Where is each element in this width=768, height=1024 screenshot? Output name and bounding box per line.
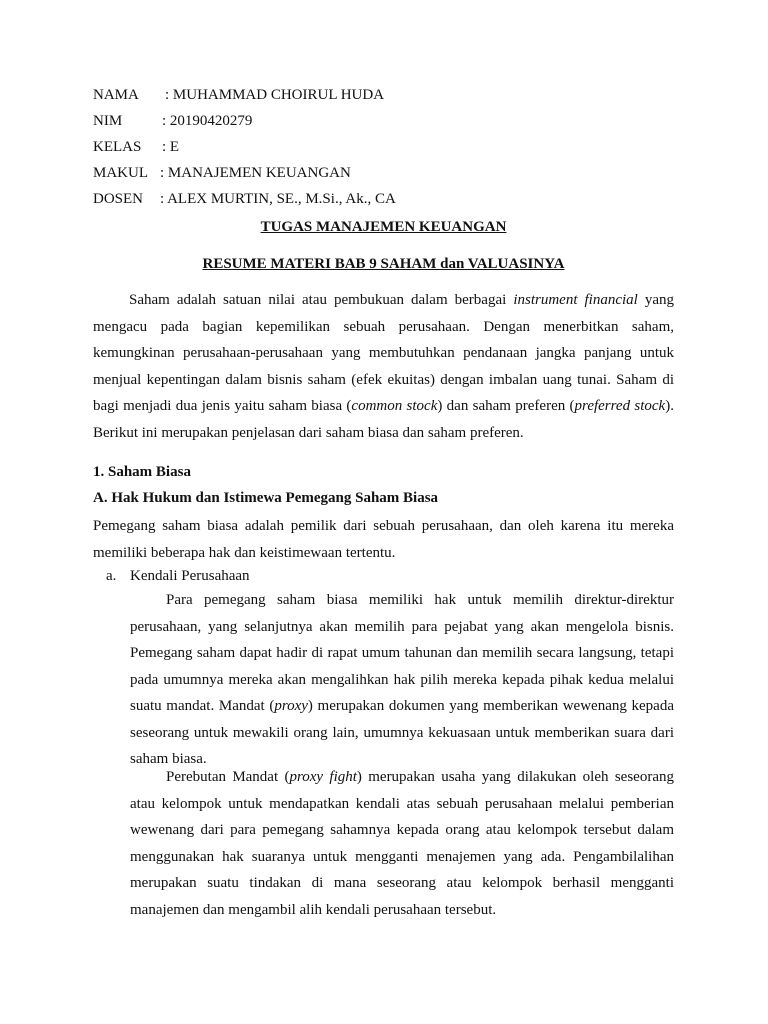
list-item-title: Kendali Perusahaan: [130, 568, 250, 584]
nim-label: NIM: [93, 113, 123, 129]
nama-label: NAMA: [93, 87, 139, 103]
nama-value: : MUHAMMAD CHOIRUL HUDA: [165, 87, 385, 103]
intro-paragraph: Saham adalah satuan nilai atau pembukuan dalam berbagai instrument financial yang mengacu pada bagian kepemilikan sebuah perusahaan. Dengan menerbitkan saham, kemungkinan perusahaan-perusahaan yang membutuhkan pendanaan jangka panjang untuk menjual kepentingan dalam bisnis saham (efek ekuitas) dengan imbalan uang tunai. Saham di bagi menjadi dua jenis yaitu saham biasa (common stock) dan saham preferen (preferred stock). Berikut ini merupakan penjelasan dari saham biasa dan saham preferen.: [93, 292, 674, 441]
section-heading: 1. Saham Biasa: [93, 464, 191, 480]
dosen-label: DOSEN: [93, 191, 144, 207]
nim-value: : 20190420279: [162, 113, 253, 129]
header-row-nim: [93, 113, 253, 130]
header-row-makul: [93, 165, 351, 182]
dosen-value: : ALEX MURTIN, SE., M.Si., Ak., CA: [160, 191, 396, 207]
section-paragraph: Pemegang saham biasa adalah pemilik dari sebuah perusahaan, dan oleh karena itu mereka memiliki beberapa hak dan keistimewaan tertentu.: [93, 518, 674, 561]
header-row-dosen: [93, 191, 396, 208]
makul-label: MAKUL: [93, 165, 148, 181]
document-title: TUGAS MANAJEMEN KEUANGAN: [260, 219, 507, 235]
subsection-heading: A. Hak Hukum dan Istimewa Pemegang Saham Biasa: [93, 490, 439, 506]
kelas-label: KELAS: [93, 139, 142, 155]
makul-value: : MANAJEMEN KEUANGAN: [160, 165, 351, 181]
list-marker: a.: [106, 568, 117, 584]
header-row-nama: [93, 87, 385, 104]
item-a-paragraph-2: Perebutan Mandat (proxy fight) merupakan usaha yang dilakukan oleh seseorang atau kelompok untuk mendapatkan kendali atas sebuah perusahaan melalui pemberian wewenang dari para pemegang sahamnya kepada orang atau kelompok tersebut dalam menggunakan hak suaranya untuk mengganti menajemen yang ada. Pengambilalihan merupakan suatu tindakan di mana seseorang atau kelompok berhasil mengganti manajemen dan mengambil alih kendali perusahaan tersebut.: [130, 769, 674, 918]
kelas-value: : E: [162, 139, 180, 155]
header-row-kelas: [93, 139, 180, 156]
document-subtitle: RESUME MATERI BAB 9 SAHAM dan VALUASINYA: [202, 256, 565, 272]
item-a-paragraph-1: Para pemegang saham biasa memiliki hak untuk memilih direktur-direktur perusahaan, yang selanjutnya akan memilih para pejabat yang akan mengelola bisnis. Pemegang saham dapat hadir di rapat umum tahunan dan memilih secara langsung, tetapi pada umumnya mereka akan mengalihkan hak pilih mereka kepada pihak kedua melalui suatu mandat. Mandat (proxy) merupakan dokumen yang memberikan wewenang kepada seseorang untuk mewakili orang lain, umumnya kekuasaan untuk memberikan suara dari saham biasa.: [130, 592, 674, 767]
